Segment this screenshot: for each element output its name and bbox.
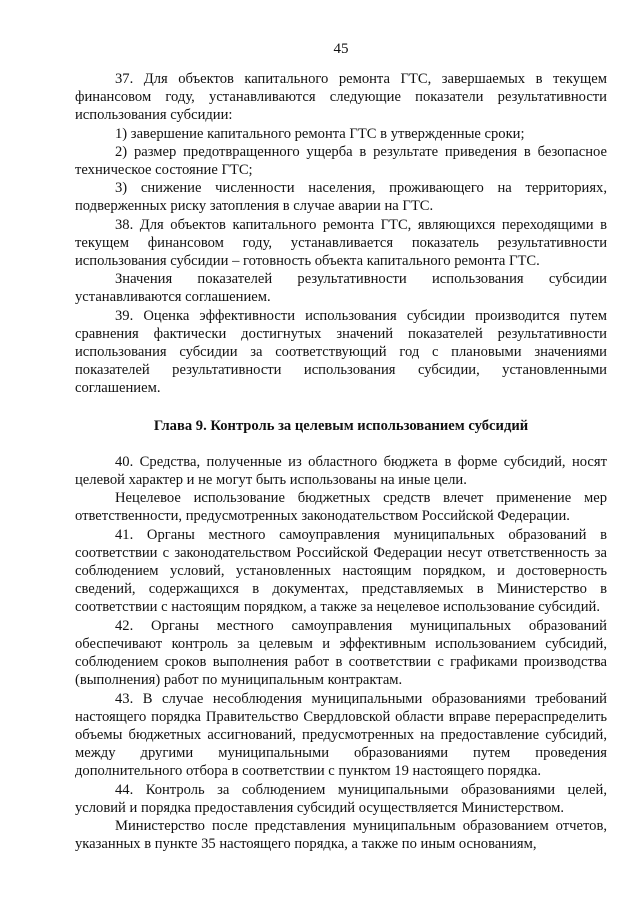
paragraph-38-values: Значения показателей результативности использования субсидии устанавливаются соглашением.	[75, 271, 607, 306]
paragraph-40: 40. Средства, полученные из областного бюджета в форме субсидий, носят целевой характер и не могут быть использованы на иные цели.	[75, 453, 607, 489]
chapter-heading: Глава 9. Контроль за целевым использованием субсидий	[153, 417, 529, 434]
page-number: 45	[333, 41, 349, 57]
document-page	[75, 40, 607, 853]
paragraph-37-item-3: 3) снижение численности населения, проживающего на территориях, подверженных риску затопления в случае аварии на ГТС.	[75, 180, 607, 215]
paragraph-40-misuse: Нецелевое использование бюджетных средств влечет применение мер ответственности, предусмотренных законодательством Российской Федерации.	[75, 490, 607, 525]
paragraph-37: 37. Для объектов капитального ремонта ГТС, завершаемых в текущем финансовом году, устанавливаются следующие показатели результативности использования субсидии:	[75, 71, 607, 124]
paragraph-37-item-1: 1) завершение капитального ремонта ГТС в утвержденные сроки;	[115, 125, 525, 142]
paragraph-39: 39. Оценка эффективности использования субсидии производится путем сравнения фактически достигнутых значений показателей результативности использования субсидии за соответствующий год с плановыми значениями показателей результативности использования субсидии, установленными соглашением.	[75, 307, 607, 397]
paragraph-44-ministry: Министерство после представления муниципальным образованием отчетов, указанных в пункте 35 настоящего порядка, а также по иным основаниям,	[75, 817, 607, 853]
paragraph-43: 43. В случае несоблюдения муниципальными образованиями требований настоящего порядка Правительство Свердловской области вправе перераспределить объемы бюджетных ассигнований, предусмотренных на предоставление субсидий, между другими муниципальными образованиями путем проведения дополнительного отбора в соответствии с пунктом 19 настоящего порядка.	[75, 690, 607, 780]
paragraph-44: 44. Контроль за соблюдением муниципальными образованиями целей, условий и порядка предоставления субсидий осуществляется Министерством.	[75, 781, 607, 816]
paragraph-42: 42. Органы местного самоуправления муниципальных образований обеспечивают контроль за целевым и эффективным использованием субсидий, соблюдением сроков выполнения работ в соответствии с графиками производства (выполнения) работ по муниципальным контрактам.	[75, 617, 607, 689]
paragraph-41: 41. Органы местного самоуправления муниципальных образований в соответствии с законодательством Российской Федерации несут ответственность за соблюдением условий, установленных настоящим порядком, и достоверность сведений, содержащихся в документах, представляемых в Министерство в соответствии с настоящим порядком, а также за нецелевое использование субсидий.	[75, 526, 607, 616]
paragraph-37-item-2: 2) размер предотвращенного ущерба в результате приведения в безопасное техническое состояние ГТС;	[75, 143, 607, 179]
paragraph-38: 38. Для объектов капитального ремонта ГТС, являющихся переходящими в текущем финансовом году, устанавливается показатель результативности использования субсидии – готовность объекта капитального ремонта ГТС.	[75, 216, 607, 270]
